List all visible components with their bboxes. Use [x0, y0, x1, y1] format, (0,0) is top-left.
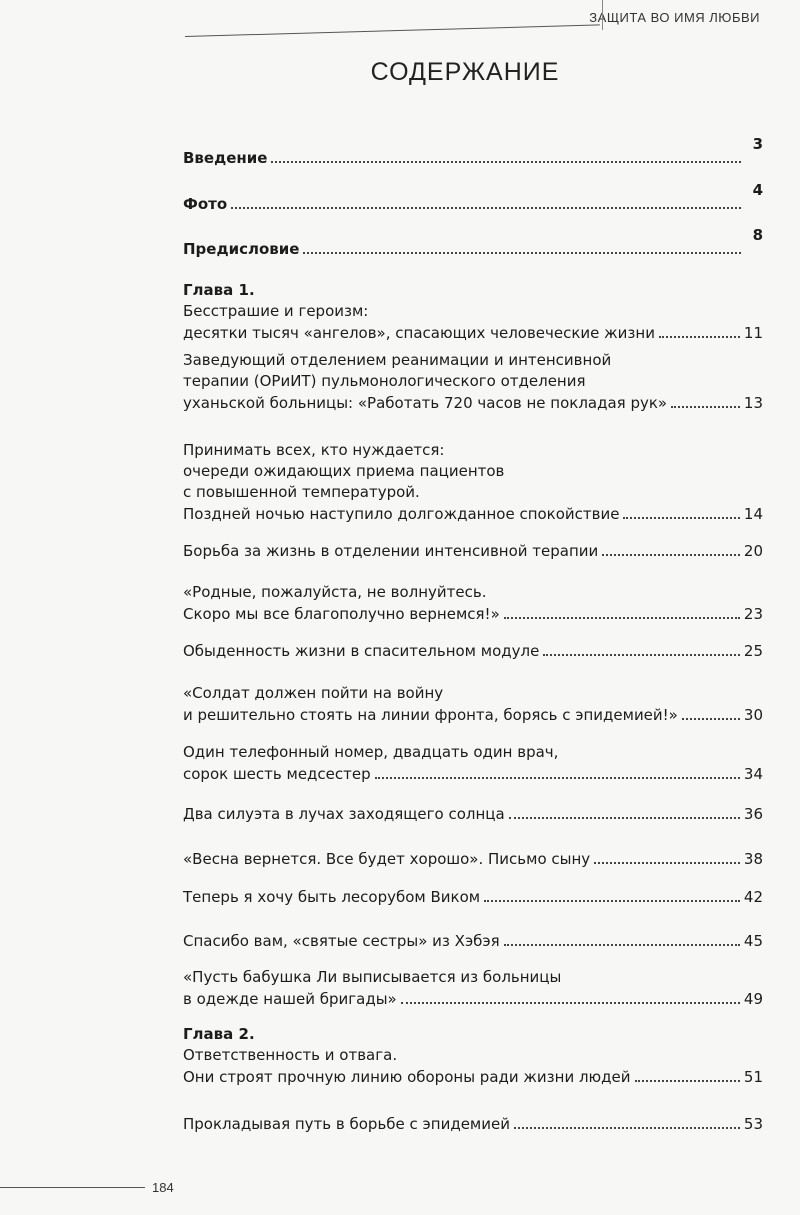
dot-leader: [231, 193, 741, 209]
toc-entry-title: Скоро мы все благополучно вернемся!»: [183, 605, 500, 623]
toc-entry-title: Теперь я хочу быть лесорубом Виком: [183, 888, 481, 906]
toc-entry-title: Прокладывая путь в борьбе с эпидемией: [183, 1115, 510, 1133]
toc-entry-intro[interactable]: [183, 226, 763, 260]
dot-leader: [682, 704, 740, 720]
running-head: ЗАЩИТА ВО ИМЯ ЛЮБВИ: [589, 10, 760, 25]
dot-leader: [271, 147, 741, 163]
toc-page-number: 30: [743, 706, 763, 724]
toc-entry-title: Обыденность жизни в спасительном модуле: [183, 642, 540, 660]
toc-page-number: 14: [743, 505, 763, 523]
dot-leader: [543, 640, 740, 656]
toc-page-number: 11: [743, 324, 763, 342]
dot-leader: [504, 930, 740, 946]
toc-entry-title: Они строят прочную линию обороны ради жизни людей: [183, 1068, 631, 1086]
toc-entry[interactable]: [183, 967, 763, 1010]
toc-entry[interactable]: [183, 582, 763, 625]
toc-page-number: 4: [752, 181, 763, 199]
toc-page-number: 51: [743, 1068, 763, 1086]
toc-entry[interactable]: [183, 1113, 763, 1135]
header-rule: [185, 24, 600, 37]
toc-entry-last-line: [183, 135, 763, 169]
dot-leader: [375, 763, 740, 779]
toc-entry-last-line: [183, 540, 763, 562]
toc-entry[interactable]: [183, 742, 763, 785]
toc-entry[interactable]: [183, 683, 763, 726]
toc-entry-last-line: [183, 640, 763, 662]
chapter-2-label: Глава 2.: [183, 1025, 255, 1043]
toc-entry-last-line: [183, 763, 763, 785]
toc-page-number: 20: [743, 542, 763, 560]
toc-entry-title: уханьской больницы: «Работать 720 часов не покладая рук»: [183, 394, 668, 412]
toc-entry-title: Поздней ночью наступило долгожданное спокойствие: [183, 505, 620, 523]
toc-entry-line: «Пусть бабушка Ли выписывается из больницы: [183, 968, 562, 986]
toc-entry-title: Борьба за жизнь в отделении интенсивной терапии: [183, 542, 599, 560]
toc-entry[interactable]: [183, 440, 763, 525]
toc-page-number: 34: [743, 765, 763, 783]
toc-entry-title: сорок шесть медсестер: [183, 765, 371, 783]
toc-entry-last-line: [183, 930, 763, 952]
toc-page-number: 36: [743, 805, 763, 823]
dot-leader: [509, 803, 740, 819]
dot-leader: [401, 988, 740, 1004]
page-title: СОДЕРЖАНИЕ: [370, 58, 560, 86]
toc-entry-intro[interactable]: [183, 135, 763, 169]
toc-entry-last-line: [183, 886, 763, 908]
toc-entry-title: Введение: [183, 149, 268, 167]
toc-entry-line: терапии (ОРиИТ) пульмонологического отделения: [183, 372, 586, 390]
dot-leader: [594, 848, 740, 864]
toc-entry[interactable]: [183, 886, 763, 908]
dot-leader: [602, 540, 740, 556]
toc-entry-last-line: [183, 503, 763, 525]
toc-page-number: 25: [743, 642, 763, 660]
toc-entry-last-line: [183, 803, 763, 825]
toc-entry-line: «Родные, пожалуйста, не волнуйтесь.: [183, 583, 487, 601]
toc-entry-last-line: [183, 988, 763, 1010]
toc-entry-line: Ответственность и отвага.: [183, 1046, 398, 1064]
toc-page-number: 38: [743, 850, 763, 868]
toc-entry-line: «Солдат должен пойти на войну: [183, 684, 444, 702]
toc-page-number: 3: [752, 135, 763, 153]
toc-entry-title: Предисловие: [183, 240, 300, 258]
toc-page-number: 53: [743, 1115, 763, 1133]
toc-entry-title: Два силуэта в лучах заходящего солнца: [183, 805, 505, 823]
toc-page-number: 42: [743, 888, 763, 906]
toc-entry-line: очереди ожидающих приема пациентов: [183, 462, 505, 480]
toc-entry-last-line: [183, 1113, 763, 1135]
toc-entry[interactable]: [183, 301, 763, 344]
toc-entry[interactable]: [183, 640, 763, 662]
toc-entry-title: Фото: [183, 195, 228, 213]
dot-leader: [504, 603, 740, 619]
toc-entry-title: в одежде нашей бригады»: [183, 990, 397, 1008]
toc-entry-intro[interactable]: [183, 181, 763, 215]
toc-entry-line: Принимать всех, кто нуждается:: [183, 441, 445, 459]
toc-entry-title: Спасибо вам, «святые сестры» из Хэбэя: [183, 932, 500, 950]
dot-leader: [484, 886, 740, 902]
toc-entry-last-line: [183, 322, 763, 344]
toc-entry-title: «Весна вернется. Все будет хорошо». Письмо сыну: [183, 850, 591, 868]
toc-entry-last-line: [183, 848, 763, 870]
toc-page-number: 45: [743, 932, 763, 950]
toc-entry-line: Заведующий отделением реанимации и интенсивной: [183, 351, 612, 369]
toc-entry-last-line: [183, 392, 763, 414]
chapter-1-label: Глава 1.: [183, 281, 255, 299]
toc-page-number: 8: [752, 226, 763, 244]
dot-leader: [303, 238, 741, 254]
toc-page-number: 13: [743, 394, 763, 412]
toc-entry-last-line: [183, 704, 763, 726]
toc-entry-line: с повышенной температурой.: [183, 483, 420, 501]
page-number: 184: [152, 1180, 174, 1195]
toc-entry-title: десятки тысяч «ангелов», спасающих человеческие жизни: [183, 324, 655, 342]
dot-leader: [635, 1066, 740, 1082]
toc-entry[interactable]: [183, 350, 763, 414]
toc-page-number: 23: [743, 605, 763, 623]
toc-entry-last-line: [183, 1066, 763, 1088]
toc-page-number: 49: [743, 990, 763, 1008]
toc-entry[interactable]: [183, 803, 763, 825]
dot-leader: [671, 392, 740, 408]
toc-entry-last-line: [183, 181, 763, 215]
toc-entry[interactable]: [183, 540, 763, 562]
toc-entry-title: и решительно стоять на линии фронта, борясь с эпидемией!»: [183, 706, 678, 724]
toc-entry-last-line: [183, 603, 763, 625]
toc-entry[interactable]: [183, 1045, 763, 1088]
header-vertical-rule: [602, 0, 603, 30]
dot-leader: [514, 1113, 740, 1129]
footer-rule: [0, 1187, 145, 1188]
toc-entry-last-line: [183, 226, 763, 260]
dot-leader: [659, 322, 740, 338]
toc-entry[interactable]: [183, 930, 763, 952]
toc-entry[interactable]: [183, 848, 763, 870]
toc-entry-line: Один телефонный номер, двадцать один врач,: [183, 743, 559, 761]
toc-entry-line: Бесстрашие и героизм:: [183, 302, 369, 320]
dot-leader: [623, 503, 739, 519]
